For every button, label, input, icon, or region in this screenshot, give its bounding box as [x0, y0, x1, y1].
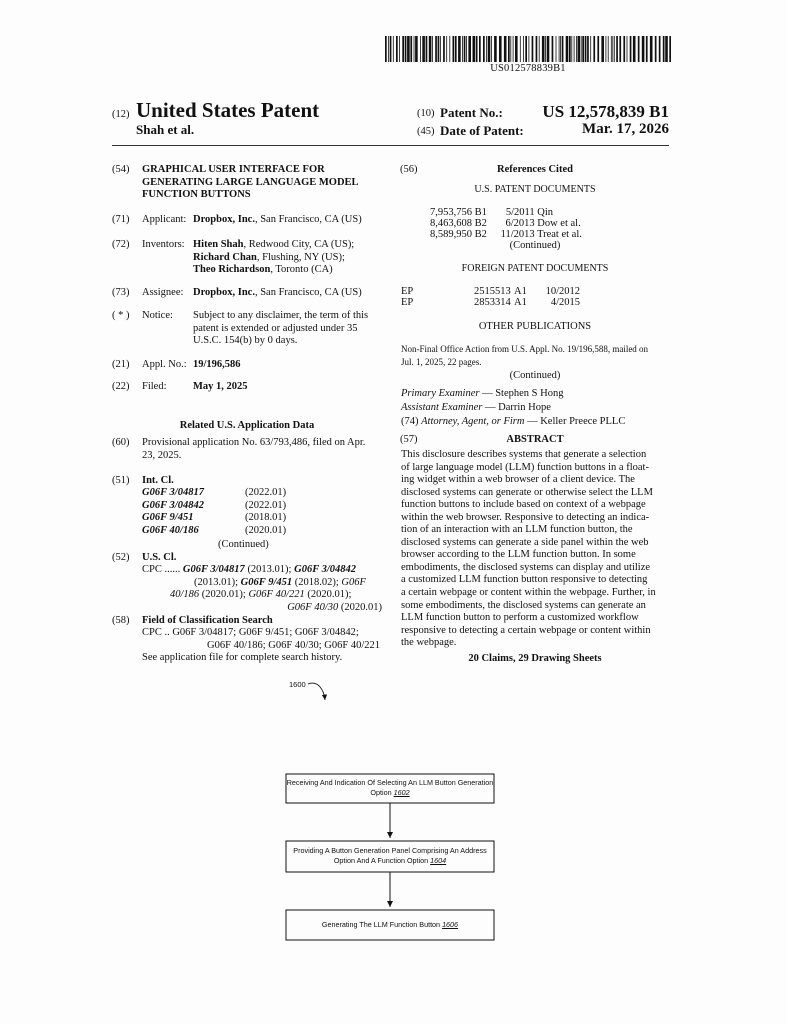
code-73: (73) — [112, 287, 130, 298]
abstract-line: disclosed systems can generate or otherwise select the LLM — [401, 486, 653, 498]
assignee-name: Dropbox, Inc. — [193, 287, 255, 298]
notice-line: U.S.C. 154(b) by 0 days. — [193, 335, 298, 347]
int-cl-year: (2020.01) — [245, 524, 287, 536]
primary-examiner-label: Primary Examiner — [401, 388, 480, 399]
int-cl-label: Int. Cl. — [142, 475, 174, 486]
inventor-name: Richard Chan — [193, 251, 257, 263]
patent-number: US 12,578,839 B1 — [542, 102, 669, 121]
cpc-code: G06F 40/30 — [287, 601, 339, 613]
code-56: (56) — [400, 164, 418, 175]
flow-step-text — [286, 788, 494, 798]
int-cl-continued: (Continued) — [218, 539, 269, 550]
filed-value: May 1, 2025 — [193, 381, 248, 392]
flow-step-1606 — [286, 920, 494, 930]
abstract-line: a customized LLM function button responsive to detecting — [401, 574, 648, 586]
code-71: (71) — [112, 214, 130, 225]
abstract-line: function buttons to include based on context of a webpage — [401, 499, 646, 511]
assistant-examiner-label: Assistant Examiner — [401, 402, 483, 413]
abstract-line: tion of an interaction with an LLM function button, the — [401, 524, 633, 536]
int-cl-year: (2022.01) — [245, 499, 287, 511]
us-doc-number: 7,953,756 — [430, 207, 472, 218]
assignee-label: Assignee: — [142, 287, 184, 298]
applicant-name: Dropbox, Inc. — [193, 214, 255, 225]
cpc-year: (2020.01); — [304, 589, 352, 601]
flow-step-label: Option And A Function Option — [333, 855, 431, 865]
code-22: (22) — [112, 381, 130, 392]
figure-ref-leader — [308, 683, 325, 700]
us-doc-kind: B1 — [474, 207, 487, 218]
notice-label: Notice: — [142, 310, 173, 321]
inventors-label: Inventors: — [142, 239, 185, 250]
foreign-doc-kind: A1 — [514, 297, 527, 308]
flow-step-1602 — [286, 778, 494, 797]
foreign-doc-date: 4/2015 — [550, 297, 580, 308]
inventor-location: , Redwood City, CA (US); — [243, 239, 355, 250]
inventor-location: , Flushing, NY (US); — [256, 251, 345, 263]
us-patent-docs-heading: U.S. PATENT DOCUMENTS — [474, 184, 596, 195]
notice-line: patent is extended or adjusted under 35 — [193, 322, 358, 334]
doc-type-title: United States Patent — [136, 98, 320, 122]
cpc-code: G06F 3/04817 — [182, 564, 245, 575]
title-line: GENERATING LARGE LANGUAGE MODEL — [142, 176, 359, 188]
field-search-line: See application file for complete search history. — [142, 652, 343, 664]
inventor-name: Theo Richardson — [193, 264, 271, 276]
code-57: (57) — [400, 434, 418, 445]
foreign-doc-number: 2515513 — [474, 286, 511, 297]
provisional-line: Provisional application No. 63/793,486, filed on Apr. — [142, 437, 366, 448]
provisional-line: 23, 2025. — [142, 449, 182, 461]
code-72: (72) — [112, 239, 130, 250]
us-doc-name: Treat et al. — [537, 229, 582, 240]
flow-step-ref: 1604 — [430, 855, 447, 865]
cpc-year: (2020.01) — [338, 601, 382, 613]
abstract-line: a certain webpage or content within the webpage. Further, in — [401, 587, 656, 599]
int-cl-code: G06F 40/186 — [142, 524, 199, 536]
code-45: (45) — [417, 126, 435, 137]
assignee-location: , San Francisco, CA (US) — [254, 287, 362, 298]
field-search-line: CPC .. G06F 3/04817; G06F 9/451; G06F 3/04842; — [142, 627, 359, 638]
foreign-docs-heading: FOREIGN PATENT DOCUMENTS — [461, 263, 609, 274]
notice-line: Subject to any disclaimer, the term of this — [193, 310, 369, 321]
publication-number: US012578839B1 — [490, 63, 566, 74]
int-cl-code: G06F 3/04817 — [142, 487, 204, 498]
code-74: (74) — [401, 416, 419, 427]
code-52: (52) — [112, 552, 130, 563]
us-doc-number: 8,589,950 — [430, 229, 472, 240]
abstract-line: disclosed systems can generate a side panel within the web — [401, 536, 649, 548]
figure-reference: 1600 — [289, 680, 306, 689]
inventor-location: , Toronto (CA) — [270, 264, 333, 276]
field-search-label: Field of Classification Search — [142, 615, 273, 626]
abstract-line: browser according to the LLM function button. In some — [401, 549, 636, 561]
abstract-heading: ABSTRACT — [506, 434, 564, 445]
us-doc-date: 6/2013 — [505, 218, 535, 229]
us-doc-kind: B2 — [474, 218, 487, 229]
code-58: (58) — [112, 615, 130, 626]
cpc-year: (2013.01); — [244, 564, 295, 575]
flow-step-ref: 1602 — [393, 787, 410, 797]
foreign-doc-country: EP — [401, 286, 414, 297]
cpc-prefix: CPC ...... — [142, 564, 181, 575]
abstract-line: responsive to detecting a certain webpage or content within — [401, 624, 651, 636]
code-10: (10) — [417, 108, 435, 119]
field-search-line: G06F 40/186; G06F 40/30; G06F 40/221 — [207, 639, 380, 651]
references-heading: References Cited — [497, 164, 573, 175]
cpc-code: 40/186 — [170, 589, 200, 601]
code-51: (51) — [112, 475, 130, 486]
us-doc-name: Qin — [537, 207, 553, 218]
int-cl-code: G06F 9/451 — [142, 512, 194, 524]
cpc-code: G06F 3/04842 — [294, 564, 357, 575]
us-doc-date: 5/2011 — [505, 207, 535, 218]
patent-no-label: Patent No.: — [440, 105, 503, 120]
flow-step-1604 — [286, 846, 494, 865]
abstract-line: ing widget within a web browser of a client device. The — [401, 474, 635, 486]
attorney-label: Attorney, Agent, or Firm — [421, 416, 525, 427]
us-doc-kind: B2 — [474, 229, 487, 240]
inventor-name: Hiten Shah — [193, 239, 244, 250]
foreign-doc-kind: A1 — [514, 286, 527, 297]
code-54: (54) — [112, 164, 130, 175]
other-publications-continued: (Continued) — [509, 370, 561, 381]
date-of-patent: Mar. 17, 2026 — [582, 121, 669, 137]
primary-examiner-name: — Stephen S Hong — [479, 388, 564, 399]
cpc-code: G06F — [341, 576, 366, 588]
inventor-short: Shah et al. — [136, 122, 195, 137]
us-cl-label: U.S. Cl. — [142, 552, 177, 563]
code-notice: ( * ) — [112, 310, 130, 321]
us-doc-number: 8,463,608 — [430, 218, 472, 229]
abstract-line: This disclosure describes systems that generate a selection — [401, 449, 647, 460]
date-label: Date of Patent: — [440, 123, 524, 138]
abstract-line: LLM function button to perform a customized workflow — [401, 612, 639, 624]
other-publications-heading: OTHER PUBLICATIONS — [478, 321, 592, 332]
code-21: (21) — [112, 359, 130, 370]
flow-step-ref: 1606 — [442, 920, 459, 929]
title-line: FUNCTION BUTTONS — [142, 189, 251, 201]
other-publication-line: Jul. 1, 2025, 22 pages. — [401, 357, 482, 367]
flow-step-text: Providing A Button Generation Panel Comprising An Address — [293, 846, 487, 855]
flow-step-text — [286, 856, 494, 866]
code-12: (12) — [112, 109, 130, 120]
claims-summary: 20 Claims, 29 Drawing Sheets — [468, 653, 602, 664]
applicant-label: Applicant: — [142, 214, 187, 225]
foreign-doc-country: EP — [401, 297, 414, 308]
attorney-name: — Keller Preece PLLC — [524, 416, 626, 427]
us-doc-date: 11/2013 — [500, 229, 535, 240]
cpc-code: G06F 9/451 — [240, 576, 293, 588]
related-data-heading: Related U.S. Application Data — [179, 420, 315, 431]
abstract-line: of large language model (LLM) function buttons in a float- — [401, 461, 649, 473]
flow-step-text — [286, 920, 494, 930]
cpc-year: (2018.02); — [292, 576, 342, 588]
abstract-line: within the web browser. Responsive to detecting an indica- — [401, 511, 650, 523]
us-docs-continued: (Continued) — [509, 240, 561, 251]
int-cl-year: (2022.01) — [245, 487, 287, 498]
foreign-doc-number: 2853314 — [474, 297, 511, 308]
appl-no-label: Appl. No.: — [142, 359, 187, 370]
abstract-line: the webpage. — [401, 637, 457, 649]
applicant-location: , San Francisco, CA (US) — [254, 214, 362, 225]
us-doc-name: Dow et al. — [537, 218, 581, 229]
title-line: GRAPHICAL USER INTERFACE FOR — [142, 164, 325, 175]
flow-step-label: Option — [370, 787, 394, 797]
flow-step-label: Generating The LLM Function Button — [321, 920, 443, 929]
flow-step-text: Receiving And Indication Of Selecting An LLM Button Generation — [286, 778, 494, 787]
filed-label: Filed: — [142, 381, 167, 392]
abstract-line: embodiments, the disclosed systems can display and utilize — [401, 561, 651, 573]
cpc-year: (2013.01); — [194, 576, 241, 588]
cpc-code: G06F 40/221 — [248, 589, 305, 601]
appl-no-value: 19/196,586 — [193, 359, 241, 370]
foreign-doc-date: 10/2012 — [545, 286, 580, 297]
abstract-line: some embodiments, the disclosed systems can generate an — [401, 599, 646, 611]
cpc-year: (2020.01); — [199, 589, 249, 601]
other-publication-line: Non-Final Office Action from U.S. Appl. No. 19/196,588, mailed on — [401, 344, 649, 354]
int-cl-code: G06F 3/04842 — [142, 499, 204, 511]
assistant-examiner-name: — Darrin Hope — [482, 402, 551, 413]
code-60: (60) — [112, 437, 130, 448]
int-cl-year: (2018.01) — [245, 512, 287, 524]
